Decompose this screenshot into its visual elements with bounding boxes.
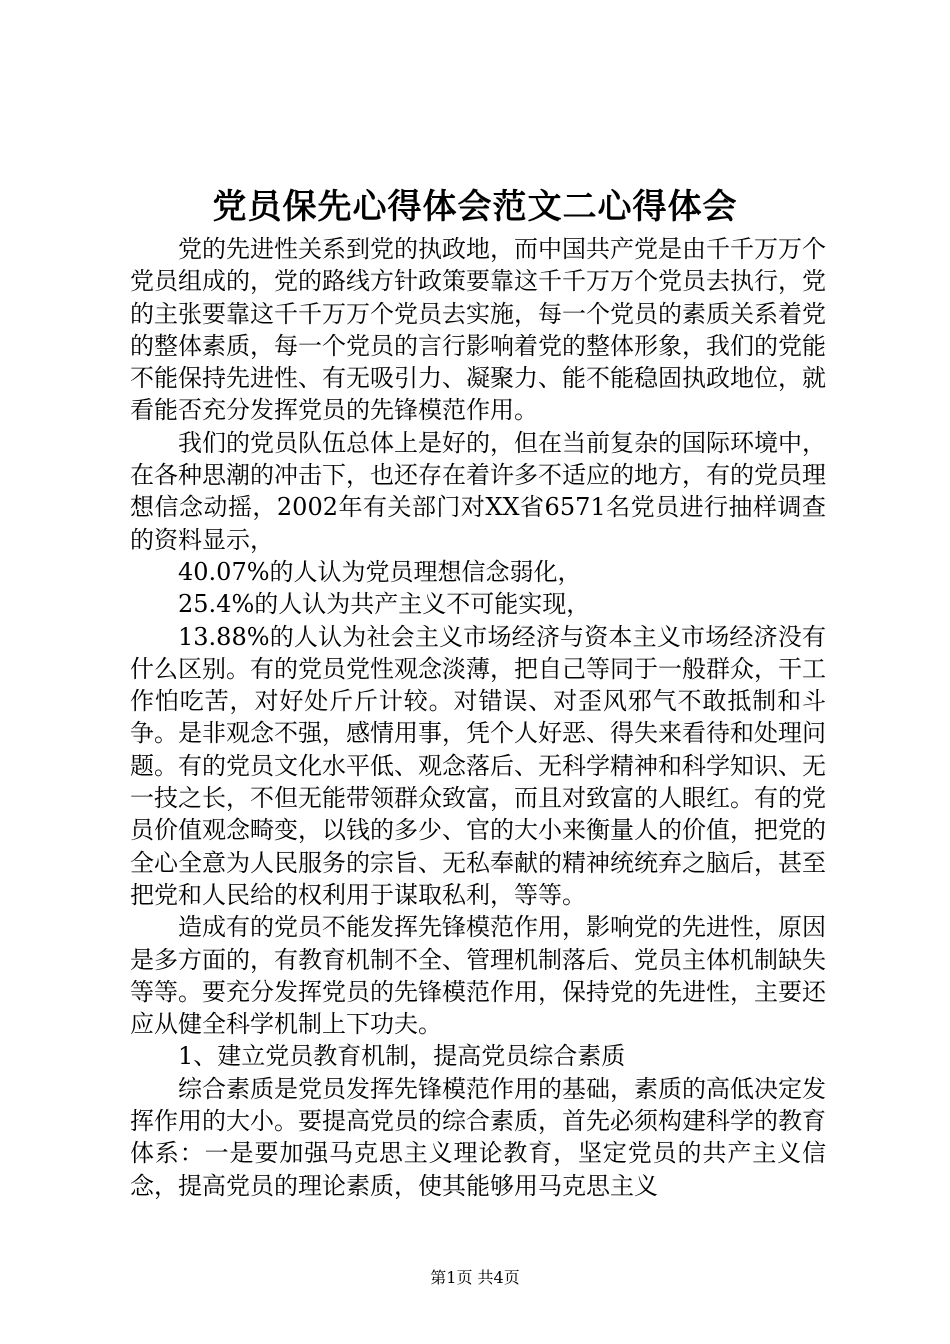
paragraph: 造成有的党员不能发挥先锋模范作用，影响党的先进性，原因是多方面的，有教育机制不全、管理机制落后、党员主体机制缺失等等。要充分发挥党员的先锋模范作用，保持党的先进性，主要还应从健全科学机制上下功夫。: [130, 913, 826, 1039]
section-heading: 1、建立党员教育机制，提高党员综合素质: [178, 1042, 626, 1071]
paragraph: 我们的党员队伍总体上是好的，但在当前复杂的国际环境中，在各种思潮的冲击下，也还存在着许多不适应的地方，有的党员理想信念动摇，2002年有关部门对XX省6571名党员进行抽样调查的资料显示，: [130, 428, 826, 554]
paragraph: 25.4%的人认为共产主义不可能实现，: [178, 590, 591, 619]
paragraph: 党的先进性关系到党的执政地，而中国共产党是由千千万万个党员组成的，党的路线方针政策要靠这千千万万个党员去执行，党的主张要靠这千千万万个党员去实施，每一个党员的素质关系着党的整体素质，每一个党员的言行影响着党的整体形象，我们的党能不能保持先进性、有无吸引力、凝聚力、能不能稳固执政地位，就看能否充分发挥党员的先锋模范作用。: [130, 235, 826, 425]
document-title: 党员保先心得体会范文二心得体会: [212, 187, 738, 227]
document-body: [130, 233, 826, 1202]
paragraph: 40.07%的人认为党员理想信念弱化，: [178, 557, 582, 586]
page-footer: 第1页 共4页: [430, 1268, 520, 1287]
paragraph: 综合素质是党员发挥先锋模范作用的基础，素质的高低决定发挥作用的大小。要提高党员的综合素质，首先必须构建科学的教育体系：一是要加强马克思主义理论教育，坚定党员的共产主义信念，提高党员的理论素质，使其能够用马克思主义: [130, 1074, 826, 1200]
paragraph: 13.88%的人认为社会主义市场经济与资本主义市场经济没有什么区别。有的党员党性观念淡薄，把自己等同于一般群众，干工作怕吃苦，对好处斤斤计较。对错误、对歪风邪气不敢抵制和斗争。是非观念不强，感情用事，凭个人好恶、得失来看待和处理问题。有的党员文化水平低、观念落后、无科学精神和科学知识、无一技之长，不但无能带领群众致富，而且对致富的人眼红。有的党员价值观念畸变，以钱的多少、官的大小来衡量人的价值，把党的全心全意为人民服务的宗旨、无私奉献的精神统统弃之脑后，甚至把党和人民给的权利用于谋取私利，等等。: [130, 622, 826, 909]
